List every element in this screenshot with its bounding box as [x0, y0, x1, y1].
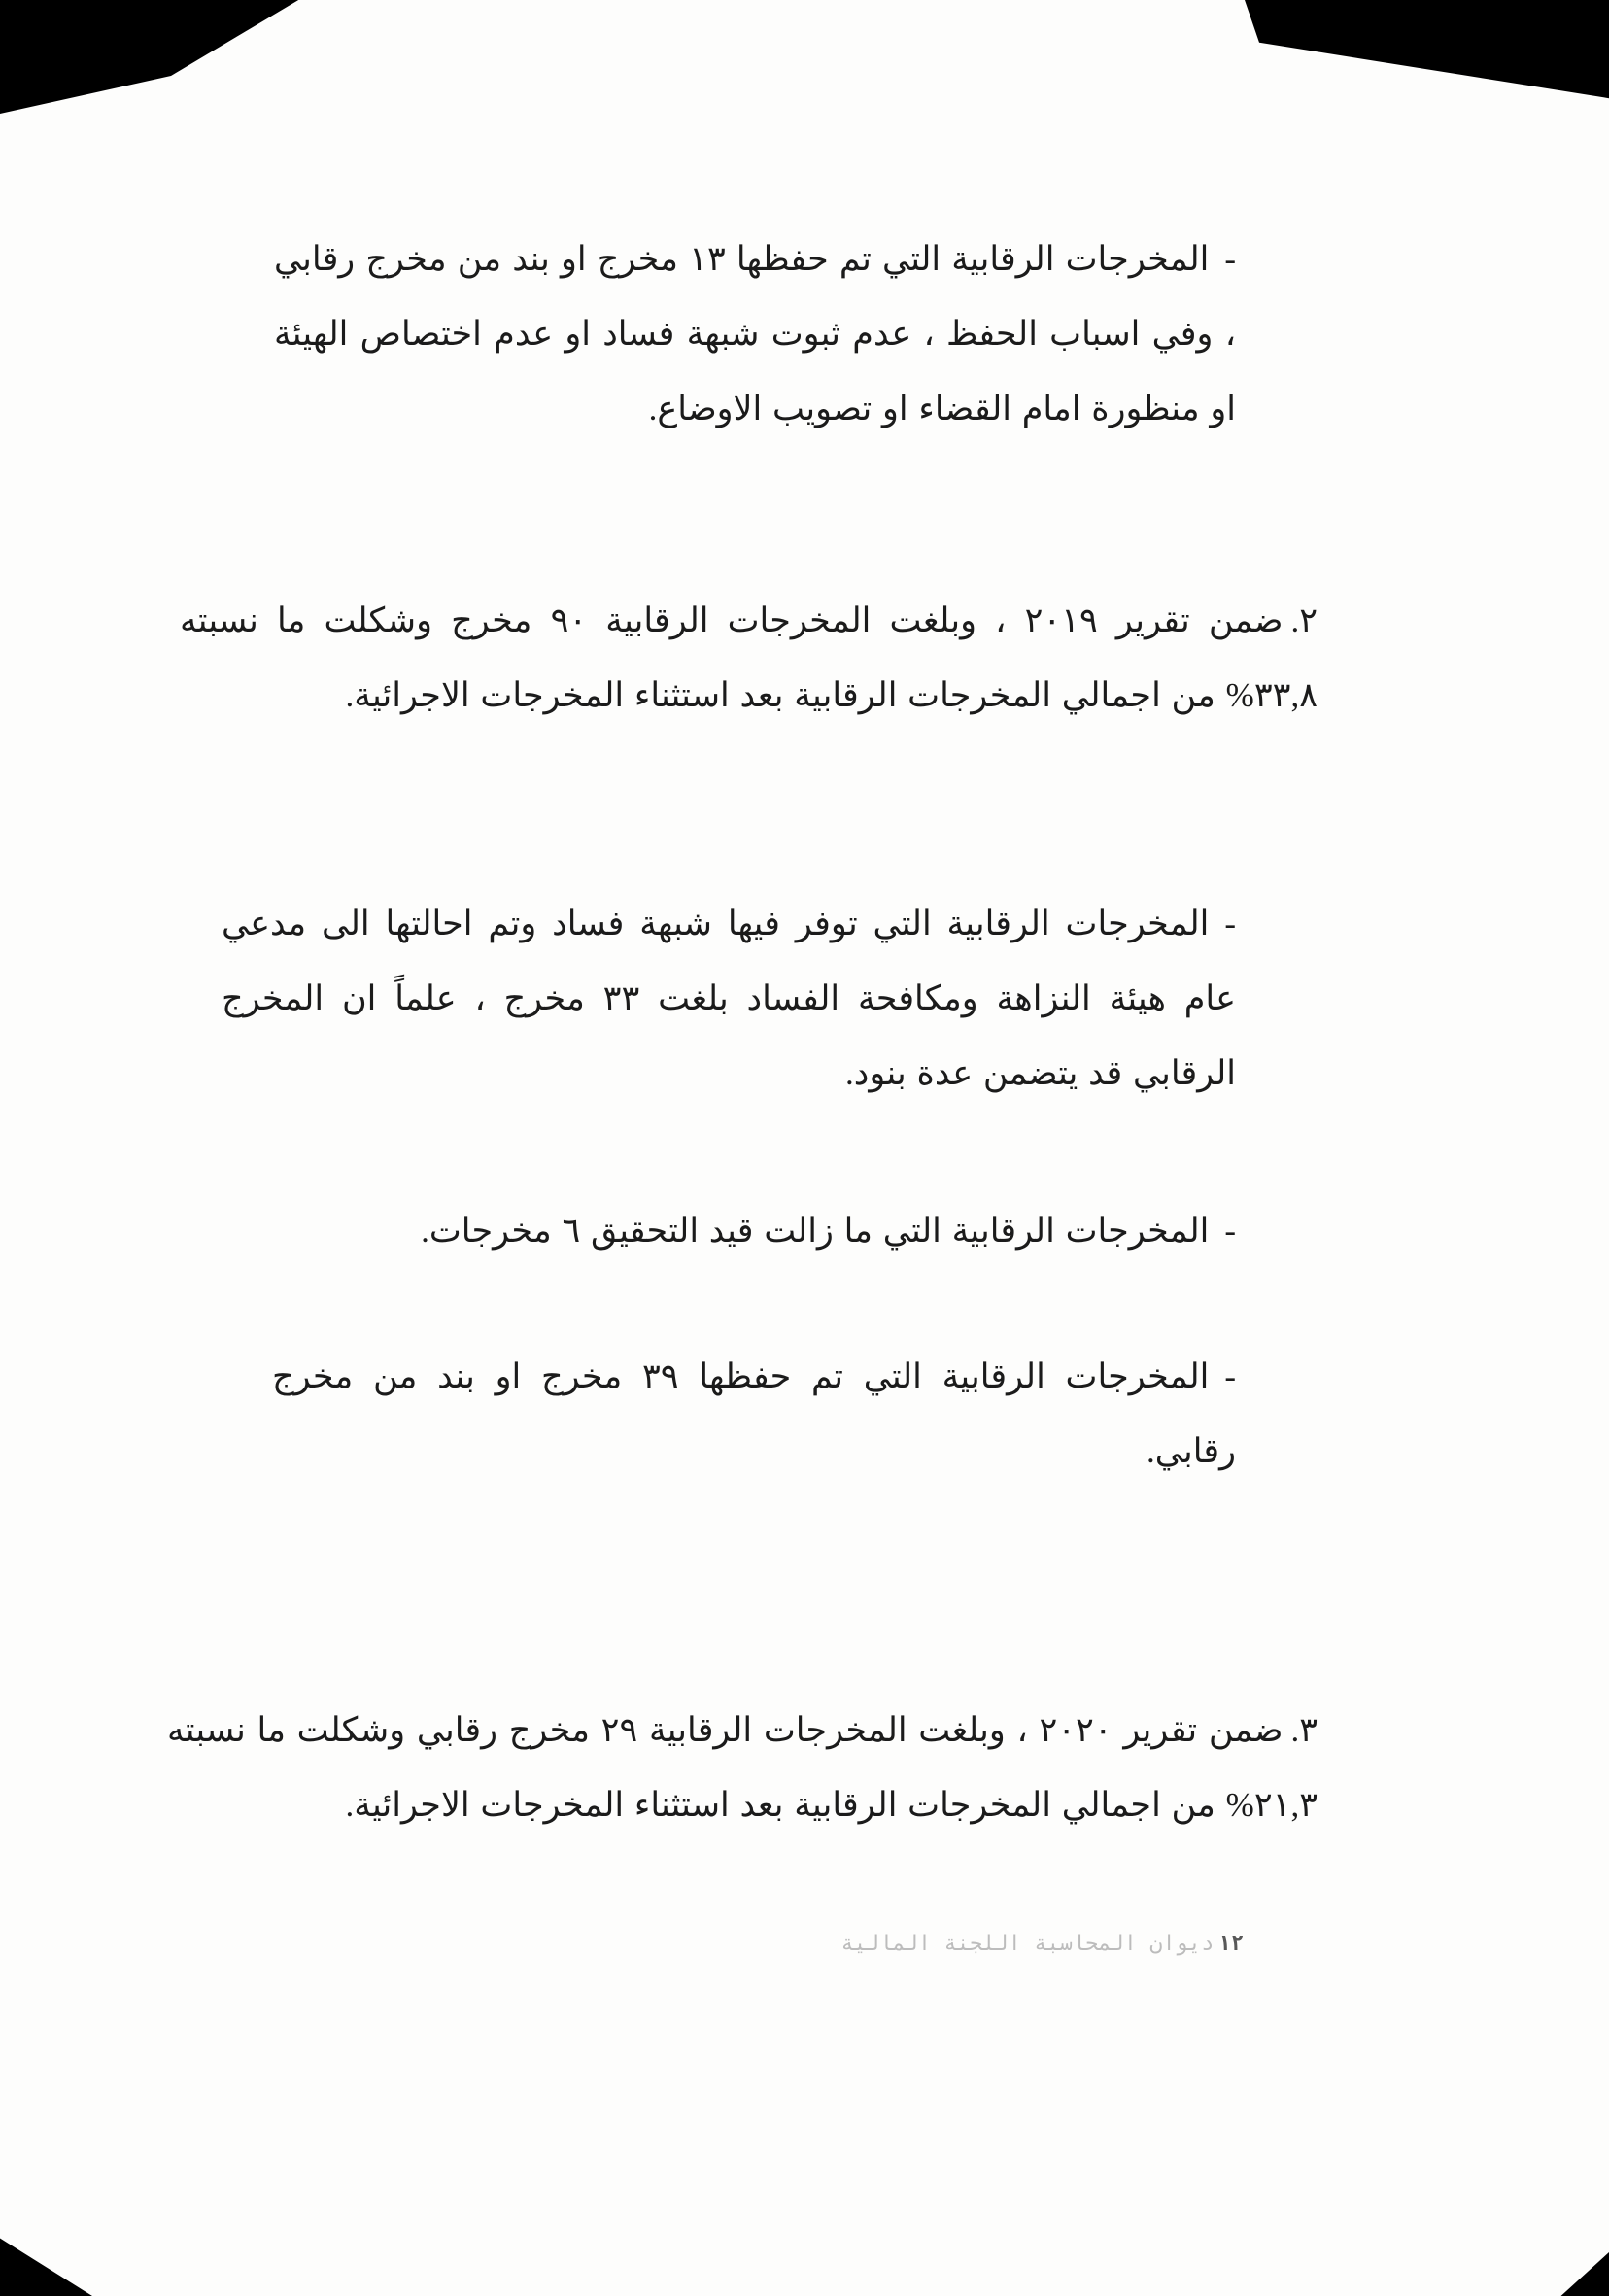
- paragraph-text: المخرجات الرقابية التي تم حفظها ١٣ مخرج او بند من مخرج رقابي ، وفي اسباب الحفظ ، عدم ثبوت شبهة فساد او عدم اختصاص الهيئة او منظورة امام القضاء او تصويب الاوضاع.: [274, 240, 1236, 428]
- list-item-corruption-referrals: [222, 886, 1236, 1111]
- paragraph-text: المخرجات الرقابية التي تم حفظها ٣٩ مخرج او بند من مخرج رقابي.: [272, 1357, 1236, 1470]
- paragraph-text: المخرجات الرقابية التي ما زالت قيد التحقيق ٦ مخرجات.: [421, 1212, 1210, 1250]
- paragraph-text: المخرجات الرقابية التي توفر فيها شبهة فساد وتم احالتها الى مدعي عام هيئة النزاهة ومكافحة الفساد بلغت ٣٣ مخرج ، علماً ان المخرج الرقابي قد يتضمن عدة بنود.: [222, 905, 1236, 1092]
- scan-artifact-bottom-left: [0, 2228, 92, 2296]
- paragraph-text: ضمن تقرير ٢٠٢٠ ، وبلغت المخرجات الرقابية ٢٩ مخرج رقابي وشكلت ما نسبته ٢١,٣% من اجمالي المخرجات الرقابية بعد استثناء المخرجات الاجرائية.: [167, 1711, 1318, 1824]
- scan-artifact-top-right: [1245, 0, 1609, 112]
- number-marker: ٣.: [1290, 1711, 1318, 1749]
- list-item-kept-outputs-2018: [274, 222, 1236, 446]
- dash-bullet-marker: -: [1224, 905, 1236, 942]
- dash-bullet-marker: -: [1224, 1357, 1236, 1395]
- scan-artifact-bottom-right: [1556, 2252, 1609, 2296]
- numbered-item-report-2019: [180, 583, 1318, 733]
- paragraph-text: ضمن تقرير ٢٠١٩ ، وبلغت المخرجات الرقابية ٩٠ مخرج وشكلت ما نسبته ٣٣,٨% من اجمالي المخرجات الرقابية بعد استثناء المخرجات الاجرائية.: [180, 601, 1318, 714]
- footer-label: ديوان المحاسبة اللجنة المالية: [840, 1932, 1215, 1956]
- number-marker: ٢.: [1290, 601, 1318, 639]
- page-number: ١٢: [1217, 1932, 1244, 1956]
- page-footer: [840, 1932, 1244, 1956]
- numbered-item-report-2020: [167, 1693, 1318, 1842]
- list-item-under-investigation: [272, 1193, 1236, 1268]
- list-item-kept-outputs-2019: [272, 1339, 1236, 1489]
- dash-bullet-marker: -: [1224, 240, 1236, 278]
- dash-bullet-marker: -: [1224, 1212, 1236, 1250]
- scan-artifact-top-left: [0, 0, 311, 146]
